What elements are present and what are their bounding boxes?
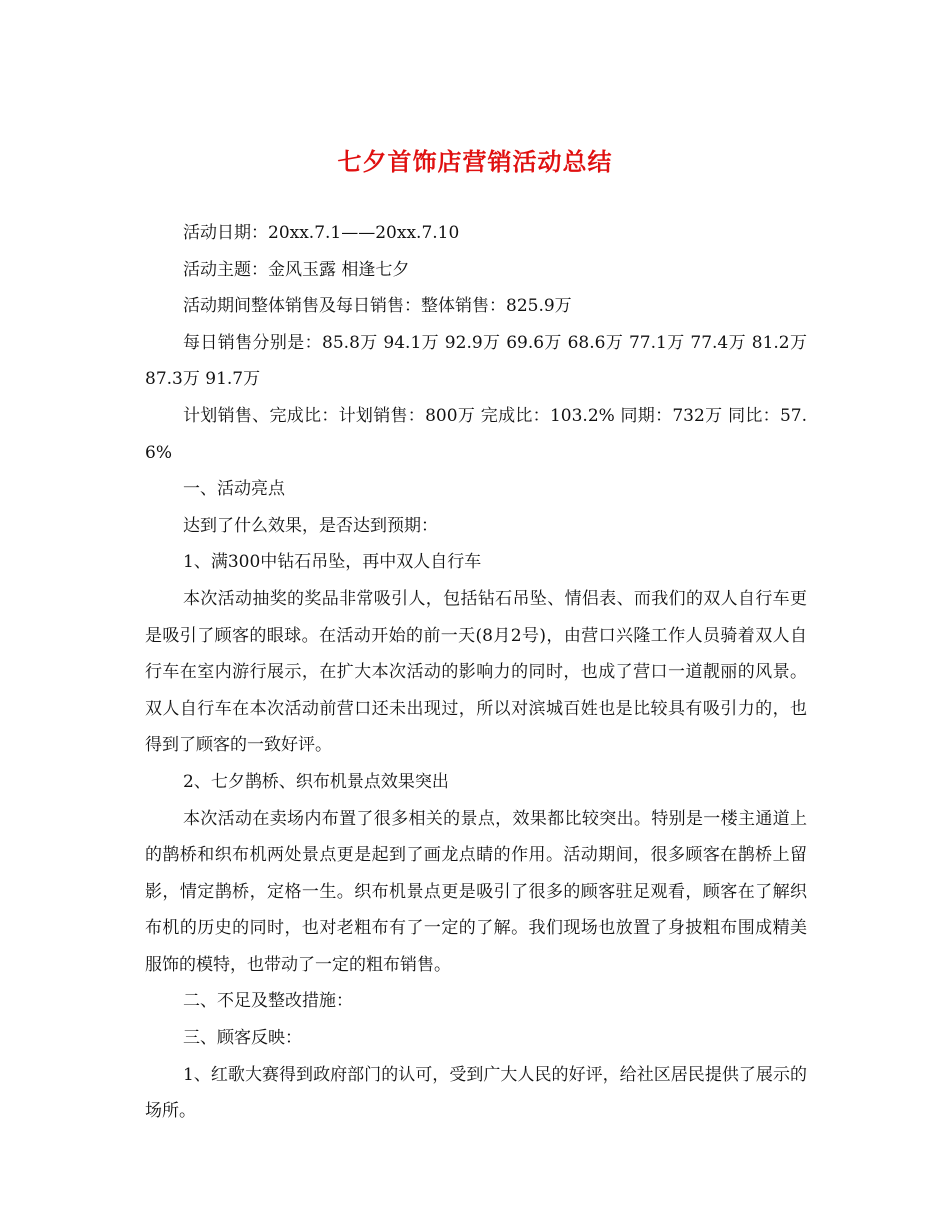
effect-question: 达到了什么效果，是否达到预期： xyxy=(183,515,438,536)
plan-completion: 计划销售、完成比：计划销售：800万 完成比：103.2% 同期：732万 同比：57.6% xyxy=(145,405,807,463)
document-title: 七夕首饰店营销活动总结 xyxy=(337,147,613,176)
section-heading-shortcomings: 二、不足及整改措施： xyxy=(183,991,353,1012)
section-heading-highlights: 一、活动亮点 xyxy=(183,479,285,500)
overall-sales: 活动期间整体销售及每日销售：整体销售：825.9万 xyxy=(183,296,572,317)
feedback-item-1: 1、红歌大赛得到政府部门的认可，受到广大人民的好评，给社区居民提供了展示的场所。 xyxy=(145,1064,807,1122)
section-heading-feedback: 三、顾客反映： xyxy=(183,1028,302,1049)
item-2-heading: 2、七夕鹊桥、织布机景点效果突出 xyxy=(183,771,449,792)
document-body xyxy=(145,215,807,1130)
daily-sales: 每日销售分别是：85.8万 94.1万 92.9万 69.6万 68.6万 77.1万 77.4万 81.2万 87.3万 91.7万 xyxy=(145,332,807,390)
item-1-heading: 1、满300中钻石吊坠，再中双人自行车 xyxy=(183,552,482,573)
item-2-body: 本次活动在卖场内布置了很多相关的景点，效果都比较突出。特别是一楼主通道上的鹊桥和织布机两处景点更是起到了画龙点睛的作用。活动期间，很多顾客在鹊桥上留影，情定鹊桥，定格一生。织布机景点更是吸引了很多的顾客驻足观看，顾客在了解织布机的历史的同时，也对老粗布有了一定的了解。我们现场也放置了身披粗布围成精美服饰的模特，也带动了一定的粗布销售。 xyxy=(145,808,807,975)
activity-theme: 活动主题：金风玉露 相逢七夕 xyxy=(183,259,410,280)
item-1-body: 本次活动抽奖的奖品非常吸引人，包括钻石吊坠、情侣表、而我们的双人自行车更是吸引了顾客的眼球。在活动开始的前一天(8月2号)，由营口兴隆工作人员骑着双人自行车在室内游行展示，在扩大本次活动的影响力的同时，也成了营口一道靓丽的风景。双人自行车在本次活动前营口还未出现过，所以对滨城百姓也是比较具有吸引力的，也得到了顾客的一致好评。 xyxy=(145,588,807,756)
activity-date: 活动日期：20xx.7.1——20xx.7.10 xyxy=(183,223,460,243)
